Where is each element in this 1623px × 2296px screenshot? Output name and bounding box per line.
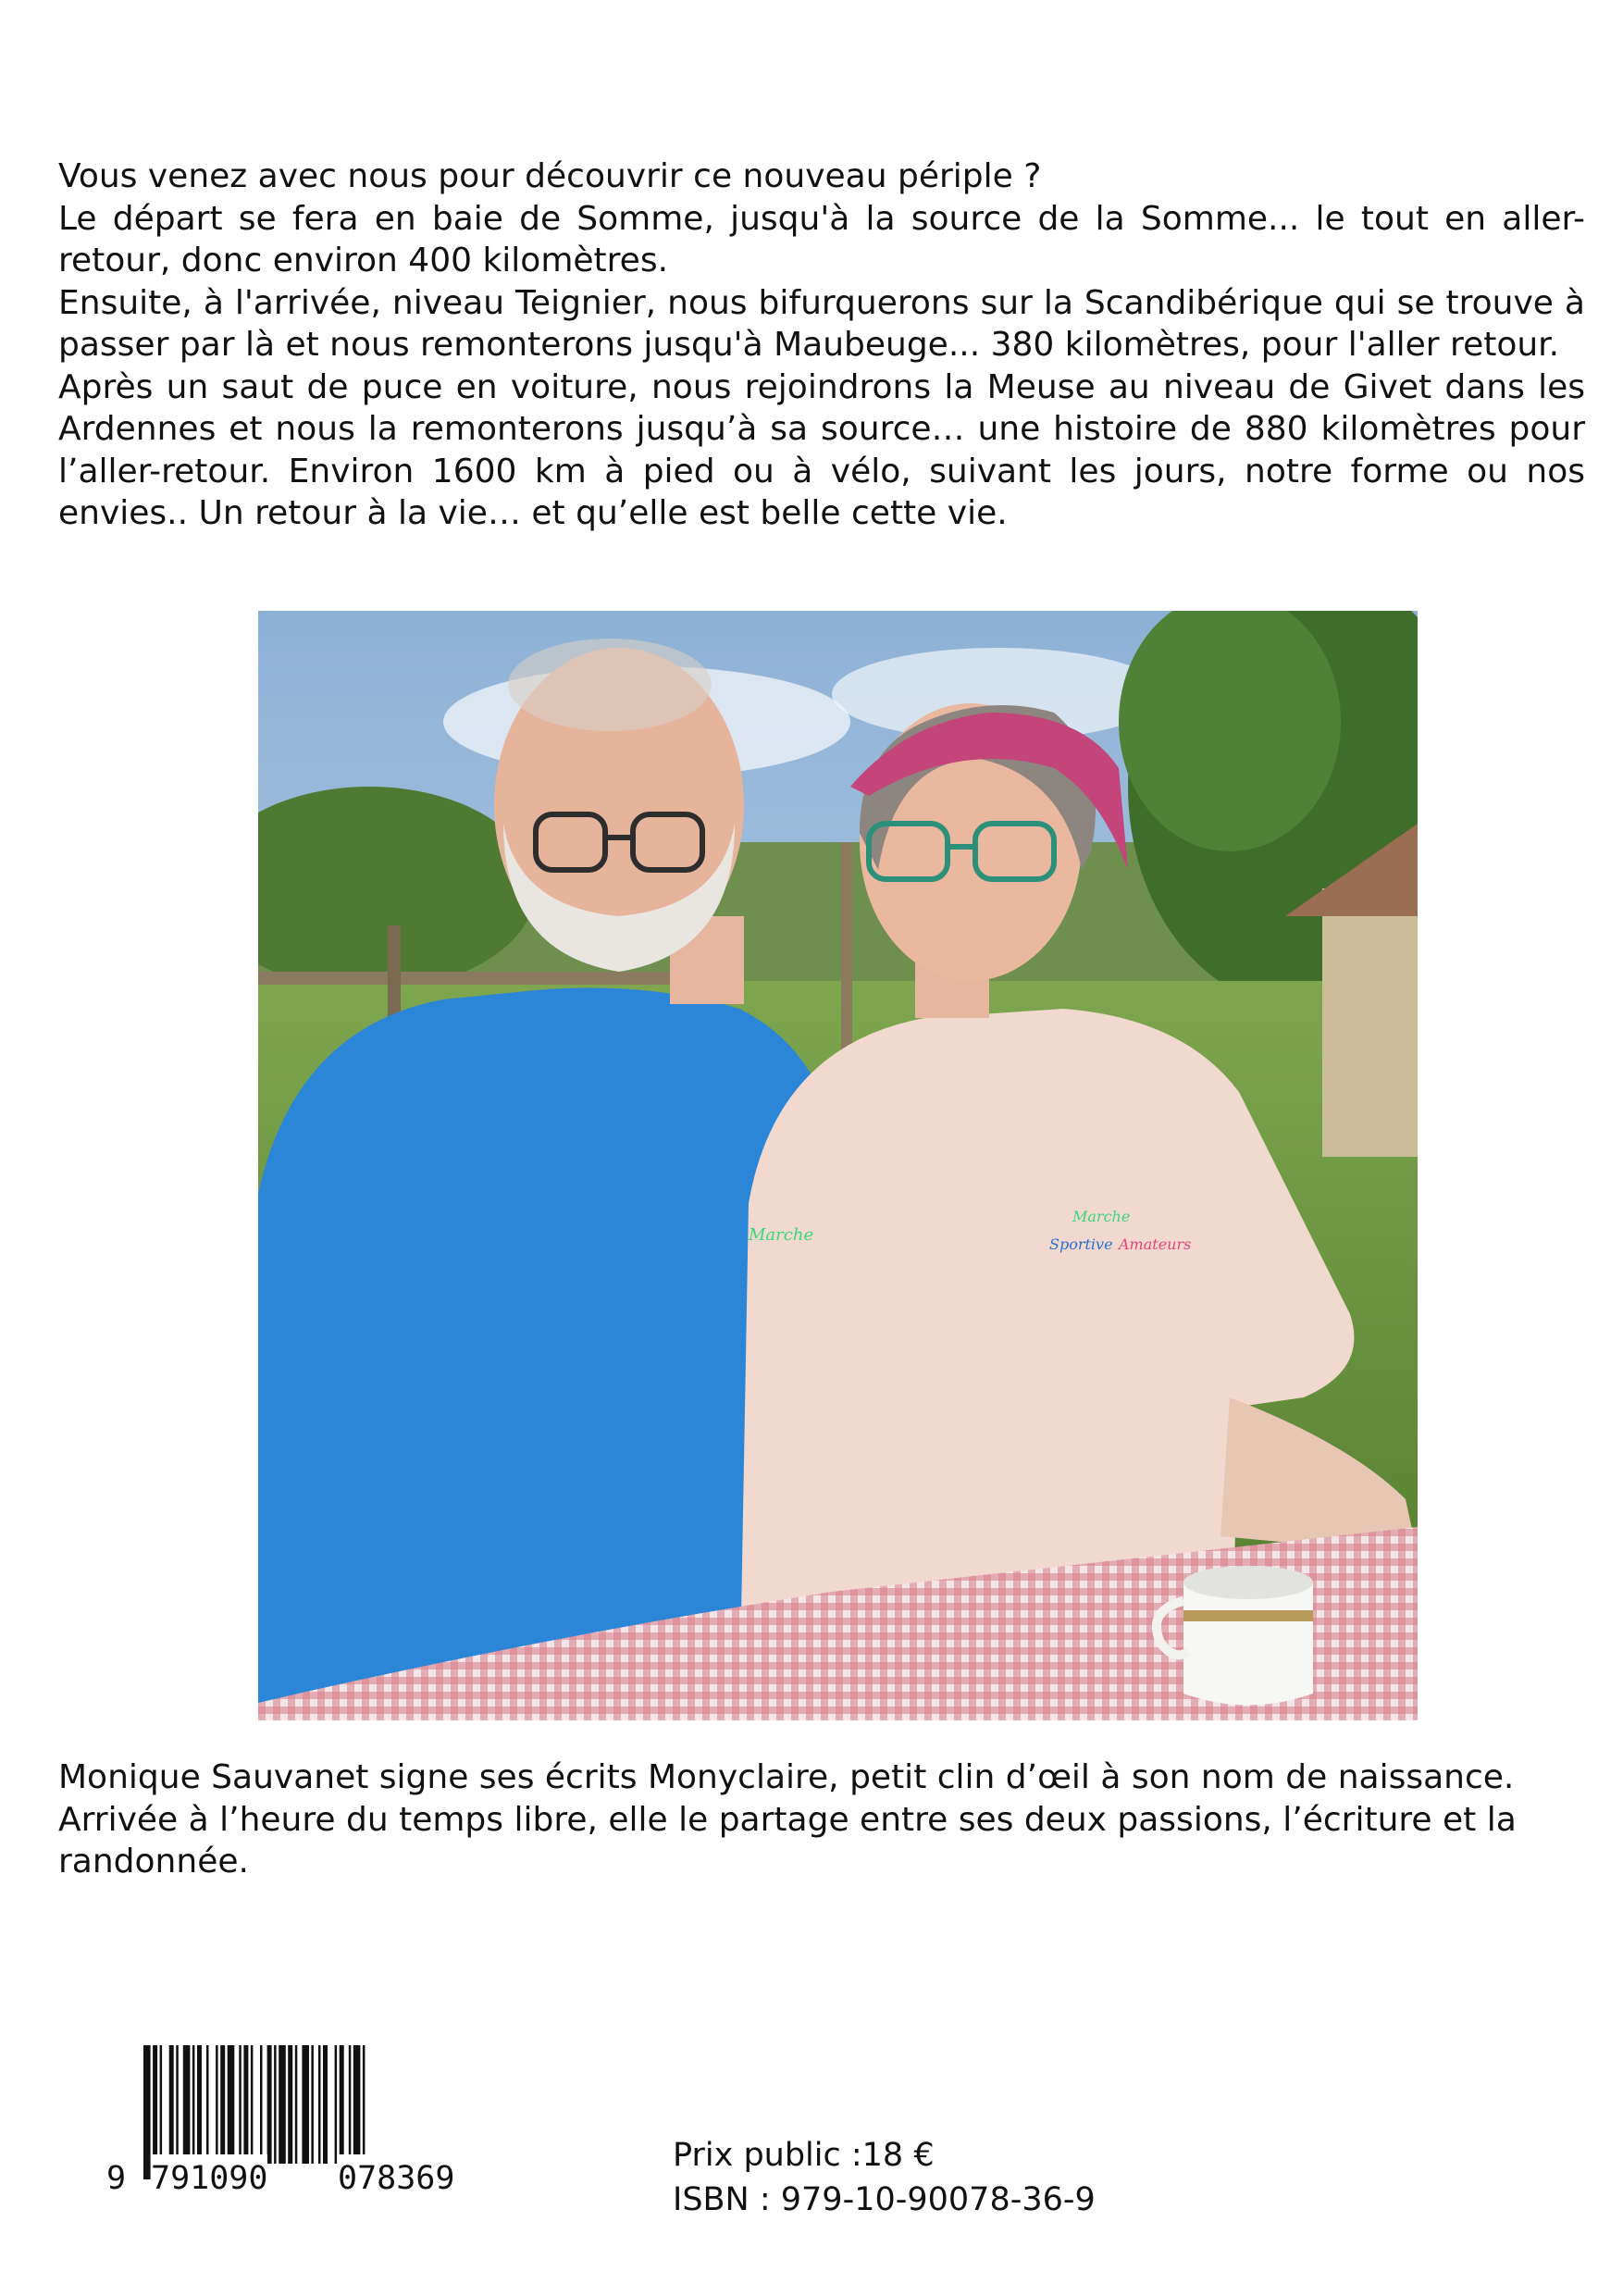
barcode-bar (239, 2045, 242, 2164)
barcode-bar (335, 2045, 338, 2164)
barcode-right-digits: 078369 (338, 2154, 454, 2203)
isbn-number: ISBN : 979-10-90078-36-9 (673, 2181, 1096, 2218)
barcode-bar (243, 2045, 248, 2164)
intro-paragraph: Ensuite, à l'arrivée, niveau Teignier, nous bifurquerons sur la Scandibérique qui se trouve à passer par là et nous remonterons jusqu'à Maubeuge... 380 kilomètres, pour l'aller retour. (58, 283, 1585, 364)
bio-paragraph: Arrivée à l’heure du temps libre, elle le partage entre ses deux passions, l’écriture et la randonnée. (58, 1800, 1517, 1880)
barcode-bar (323, 2045, 328, 2164)
barcode-bar (197, 2045, 202, 2164)
author-photo (258, 611, 1418, 1720)
barcode-bar (228, 2045, 235, 2164)
barcode-bar (295, 2045, 298, 2164)
barcode-bar (318, 2045, 321, 2164)
shirt-right-print-2: Sportive (1049, 1235, 1113, 1253)
barcode-bar (340, 2045, 344, 2164)
barcode-bar (160, 2045, 163, 2164)
barcode-bar (302, 2045, 309, 2164)
bio-paragraph: Monique Sauvanet signe ses écrits Monyclaire, petit clin d’œil à son nom de naissance. (58, 1758, 1515, 1796)
barcode-bar (176, 2045, 179, 2164)
barcode-bar (349, 2045, 352, 2164)
shirt-right-print-1: Marche (1072, 1208, 1131, 1225)
barcode-bar (311, 2045, 314, 2164)
barcode-bar (169, 2045, 174, 2164)
barcode-bar (206, 2045, 209, 2164)
barcode-bar (220, 2045, 225, 2164)
barcode-bar (267, 2045, 272, 2164)
author-bio (58, 1756, 1585, 1883)
barcode-bar (353, 2045, 361, 2164)
barcode-bar (288, 2045, 292, 2164)
price-isbn-block (673, 2133, 1096, 2222)
isbn-barcode (106, 2045, 495, 2203)
barcode-bar (183, 2045, 191, 2164)
barcode-bar (216, 2045, 218, 2164)
intro-paragraph: Vous venez avec nous pour découvrir ce nouveau périple ? (58, 157, 1042, 195)
shirt-right-print-3: Amateurs (1119, 1235, 1192, 1253)
barcode-bar (279, 2045, 286, 2164)
shirt-left-print: Marche (749, 1225, 814, 1245)
barcode-bar (251, 2045, 254, 2164)
intro-paragraph: Le départ se fera en baie de Somme, jusqu'à la source de la Somme... le tout en aller-retour, donc environ 400 kilomètres. (58, 199, 1585, 279)
public-price: Prix public :18 € (673, 2137, 935, 2174)
intro-paragraph: Après un saut de puce en voiture, nous rejoindrons la Meuse au niveau de Givet dans les Ardennes et nous la remonterons jusqu’à sa source… une histoire de 880 kilomètres pour l’aller-retour. Environ 1600 km à pied ou à vélo, suivant les jours, notre forme ou nos envies.. Un retour à la vie… et qu’elle est belle cette vie. (58, 367, 1585, 532)
barcode-left-digits: 791090 (151, 2154, 267, 2203)
barcode-first-digit: 9 (106, 2154, 126, 2203)
barcode-digits (106, 2154, 495, 2203)
barcode-bar (192, 2045, 195, 2164)
intro-text (58, 155, 1585, 535)
barcode-bar (274, 2045, 277, 2164)
